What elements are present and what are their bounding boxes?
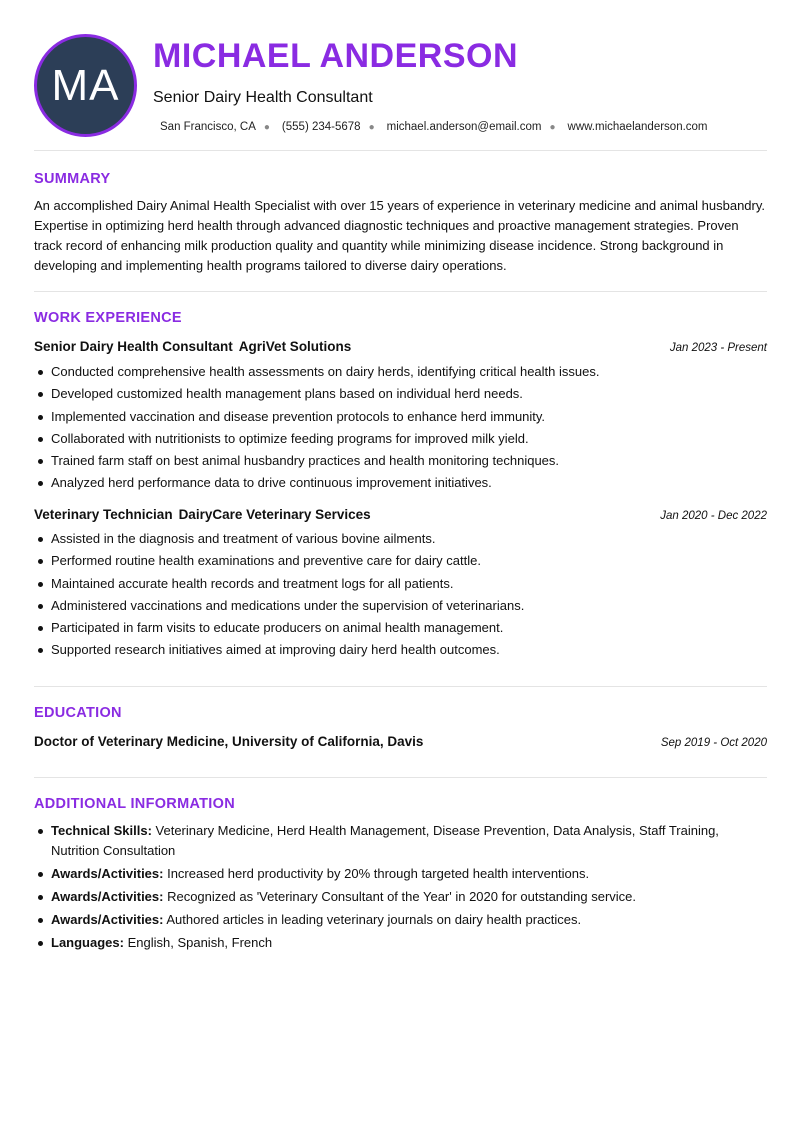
list-item: Performed routine health examinations and preventive care for dairy cattle. xyxy=(34,550,767,572)
item-text: Authored articles in leading veterinary journals on dairy health practices. xyxy=(163,911,582,927)
job-company: DairyCare Veterinary Services xyxy=(178,507,371,522)
education-heading: EDUCATION xyxy=(34,705,122,721)
list-item xyxy=(34,933,767,953)
list-item: Developed customized health management plans based on individual herd needs. xyxy=(34,383,767,405)
list-item: Assisted in the diagnosis and treatment of various bovine ailments. xyxy=(34,528,767,550)
job-header xyxy=(34,339,767,354)
job-title xyxy=(34,507,371,522)
job-bullets xyxy=(34,528,767,662)
item-text: English, Spanish, French xyxy=(123,934,273,950)
section-divider xyxy=(34,777,767,778)
list-item: Analyzed herd performance data to drive continuous improvement initiatives. xyxy=(34,472,767,494)
item-text: Veterinary Medicine, Herd Health Management, Disease Prevention, Data Analysis, Staff Training, Nutrition Consultation xyxy=(51,823,719,858)
work-experience-heading: WORK EXPERIENCE xyxy=(34,310,182,326)
list-item: Trained farm staff on best animal husbandry practices and health monitoring techniques. xyxy=(34,450,767,472)
candidate-role: Senior Dairy Health Consultant xyxy=(153,89,373,106)
list-item: Conducted comprehensive health assessments on dairy herds, identifying critical health issues. xyxy=(34,361,767,383)
education-dates: Sep 2019 - Oct 2020 xyxy=(660,737,767,749)
bullet-separator-icon: ● xyxy=(263,121,270,133)
job-bullets xyxy=(34,361,767,495)
item-text: Increased herd productivity by 20% through targeted health interventions. xyxy=(163,865,590,881)
bullet-separator-icon: ● xyxy=(549,121,556,133)
list-item: Administered vaccinations and medications under the supervision of veterinarians. xyxy=(34,595,767,617)
education-degree: Doctor of Veterinary Medicine, University of California, Davis xyxy=(34,734,424,749)
item-label: Awards/Activities: xyxy=(51,888,164,904)
list-item xyxy=(34,910,767,930)
contact-location: San Francisco, CA xyxy=(160,121,256,133)
job-company: AgriVet Solutions xyxy=(238,339,352,354)
avatar: MA xyxy=(34,34,137,137)
item-text: Recognized as 'Veterinary Consultant of the Year' in 2020 for outstanding service. xyxy=(163,888,637,904)
job-header xyxy=(34,507,767,522)
item-label: Technical Skills: xyxy=(51,823,152,838)
job-position: Veterinary Technician xyxy=(34,507,173,522)
list-item: Supported research initiatives aimed at improving dairy herd health outcomes. xyxy=(34,639,767,661)
section-divider xyxy=(34,686,767,687)
summary-text: An accomplished Dairy Animal Health Specialist with over 15 years of experience in veterinary medicine and animal husbandry. Expertise in optimizing herd health through advanced diagnostic techniques and proactive management strategies. Proven track record of enhancing milk production quality and quantity while minimizing disease incidence. Strong background in developing and implementing health programs tailored to diverse dairy operations. xyxy=(34,198,766,273)
item-label: Languages: xyxy=(51,934,124,950)
job-title xyxy=(34,339,351,354)
bullet-separator-icon: ● xyxy=(368,121,375,133)
item-label: Awards/Activities: xyxy=(51,865,164,881)
additional-info-heading: ADDITIONAL INFORMATION xyxy=(34,796,235,812)
job-dates: Jan 2023 - Present xyxy=(669,342,767,354)
summary-heading: SUMMARY xyxy=(34,171,111,187)
item-label: Awards/Activities: xyxy=(51,911,164,927)
section-divider xyxy=(34,291,767,292)
section-divider xyxy=(34,150,767,151)
list-item xyxy=(34,864,767,884)
list-item: Implemented vaccination and disease prevention protocols to enhance herd immunity. xyxy=(34,406,767,428)
list-item xyxy=(34,887,767,907)
job-dates: Jan 2020 - Dec 2022 xyxy=(660,510,767,522)
additional-info-list xyxy=(34,821,767,956)
list-item: Maintained accurate health records and treatment logs for all patients. xyxy=(34,573,767,595)
education-entry xyxy=(34,734,767,749)
contact-website[interactable]: www.michaelanderson.com xyxy=(567,121,708,133)
list-item: Collaborated with nutritionists to optimize feeding programs for improved milk yield. xyxy=(34,428,767,450)
list-item xyxy=(34,821,767,860)
list-item: Participated in farm visits to educate producers on animal health management. xyxy=(34,617,767,639)
contact-email[interactable]: michael.anderson@email.com xyxy=(386,121,542,133)
candidate-name: MICHAEL ANDERSON xyxy=(153,37,519,75)
job-position: Senior Dairy Health Consultant xyxy=(34,339,233,354)
contact-phone: (555) 234-5678 xyxy=(281,121,361,133)
contact-line xyxy=(160,121,708,133)
